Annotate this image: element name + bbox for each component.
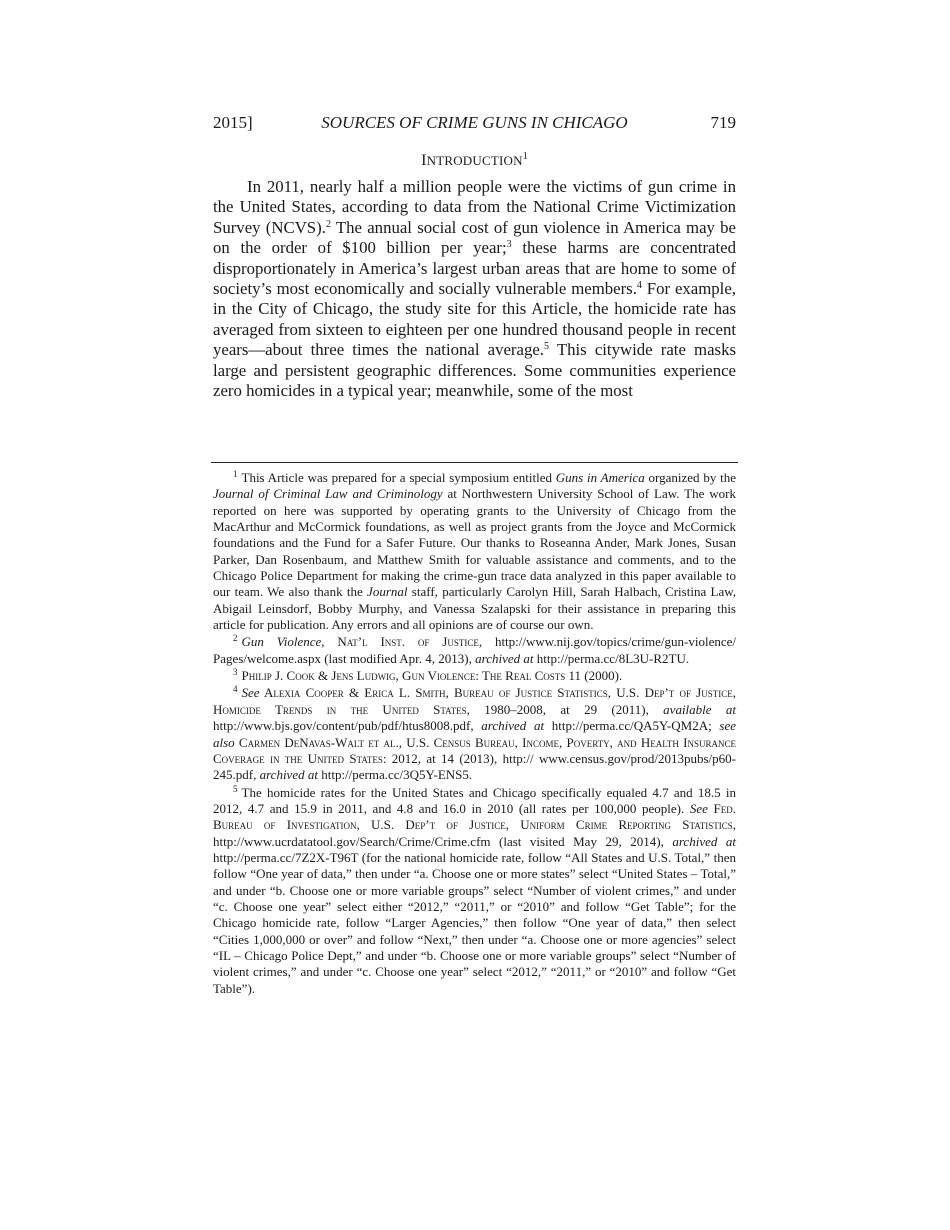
- footnote-text: : 2012, at 14 (2013), http:// www.census.gov/prod/2013pubs/p60-245.pdf,: [213, 750, 736, 783]
- footnote-text: http://perma.cc/QA5Y-QM2A;: [544, 718, 720, 734]
- footnote-italic: archived at: [672, 833, 736, 849]
- body-paragraph: [213, 177, 736, 401]
- page-number: 719: [710, 113, 736, 132]
- running-title: SOURCES OF CRIME GUNS IN CHICAGO: [321, 113, 628, 132]
- footnote-number: 4: [233, 684, 238, 695]
- footnote-ref: 4: [636, 280, 642, 292]
- footnote-4: [213, 685, 736, 783]
- footnote-number: 3: [233, 667, 238, 678]
- body-sentence: The annual social cost of gun violence in America may be on the order of $100 billion per year;: [213, 217, 736, 258]
- footnote-text: , 1980–2008, at 29 (2011),: [466, 701, 664, 717]
- body-sentence: In 2011, nearly half a million people were the victims of gun crime in the United States, according to data from the National Crime Victimization Survey (NCVS).: [213, 177, 736, 237]
- footnote-italic: Guns in America: [555, 470, 645, 485]
- body-sentence: For example, in the City of Chicago, the study site for this Article, the homicide rate has averaged from sixteen to eighteen per one hundred thousand people in recent years—about three times the national average.: [213, 279, 736, 360]
- footnote-italic: Gun Violence: [241, 634, 322, 650]
- footnote-text: , http://www.nij.gov/topics/crime/gun-violence/ Pages/welcome.aspx (last modified Apr. 4, 2013),: [213, 634, 736, 666]
- footnote-2: [213, 634, 736, 667]
- footnote-text: http://perma.cc/3Q5Y-ENS5.: [317, 767, 473, 783]
- footnote-italic: archived at: [475, 650, 534, 666]
- footnote-italic: Journal: [367, 584, 408, 600]
- heading-initial: I: [421, 152, 427, 169]
- section-heading: [213, 150, 736, 172]
- footnote-smallcaps: Fed. Bureau of Investigation, U.S. Dep’t of Justice, Uniform Crime Reporting Statistics: [213, 800, 736, 833]
- body-sentence: these harms are concentrated disproportionately in America’s largest urban areas that are home to some of society’s most economically and socially vulnerable members.: [213, 238, 736, 299]
- footnote-text: http://perma.cc/7Z2X-T96T (for the national homicide rate, follow “All States and U.S. Total,” then follow “One year of data,” then under “a. Choose one or more states” select “United States – Total,” and under “b. Choose one or more variable groups” select “Number of violent crimes,” and under “c. Choose one year” select either “2012,” “2011,” or “2010” and follow “Get Table”; for the Chicago homicide rate, follow “Larger Agencies,” then follow “One year of data,” then select “Cities 1,000,000 or over” and follow “Next,” then under “a. Choose one or more agencies” select “IL – Chicago Police Dept,” and under “b. Choose one or more variable groups” select “Number of violent crimes,” and under “c. Choose one year” select “2012,” “2011,” or “2010” and follow “Get Table”).: [213, 849, 736, 996]
- footnote-italic: archived at: [259, 767, 318, 783]
- footnote-number: 1: [233, 469, 238, 479]
- footnote-text: The homicide rates for the United States and Chicago specifically equaled 4.7 and 18.5 in 2012, 4.7 and 15.9 in 2011, and 4.8 and 16.0 in 2010 (all rates per 100,000 people).: [213, 784, 736, 816]
- footnote-divider: [211, 462, 738, 463]
- footnote-smallcaps: Nat’l Inst. of Justice: [337, 634, 479, 650]
- footnote-ref: 3: [506, 239, 512, 251]
- footnote-text: ,: [321, 634, 338, 650]
- footnote-text: organized by the: [644, 470, 736, 485]
- footnote-5: [213, 785, 736, 997]
- footnote-number: 5: [233, 783, 238, 794]
- footnotes: [213, 470, 736, 998]
- footnote-smallcaps: Carmen DeNavas-Walt et al., U.S. Census Bureau, Income, Poverty, and Health Insurance Coverage in the United States: [213, 734, 736, 766]
- footnote-italic: available at: [663, 701, 736, 717]
- footnote-3: [213, 668, 736, 684]
- body-sentence: This citywide rate masks large and persistent geographic differences. Some communities experience zero homicides in a typical year; meanwhile, some of the most: [213, 340, 736, 401]
- footnote-italic: Journal of Criminal Law and Criminology: [213, 486, 443, 502]
- footnote-ref: 5: [544, 341, 549, 353]
- footnote-ref: 2: [325, 218, 331, 230]
- volume-year: 2015]: [213, 113, 253, 132]
- footnote-text: This Article was prepared for a special symposium entitled: [241, 470, 556, 485]
- footnote-smallcaps: Philip J. Cook & Jens Ludwig, Gun Violence: The Real Costs: [241, 668, 566, 684]
- footnote-text: , http://www.ucrdatatool.gov/Search/Crime/Crime.cfm (last visited May 29, 2014),: [213, 817, 736, 849]
- footnote-text: 11 (2000).: [565, 668, 623, 684]
- footnote-italic: See: [241, 685, 260, 701]
- footnote-1: [213, 470, 736, 633]
- footnote-text: http://www.bjs.gov/content/pub/pdf/htus8008.pdf,: [213, 718, 482, 734]
- footnote-text: http://perma.cc/8L3U-R2TU.: [533, 650, 690, 666]
- footnote-italic: see also: [213, 718, 736, 750]
- heading-footnote-ref: 1: [522, 151, 528, 162]
- footnote-text: staff, particularly Carolyn Hill, Sarah Halbach, Cristina Law, Abigail Leinsdorf, Bobby Murphy, and Vanessa Szalapski for their assistance in preparing this article for publication. Any errors and all opinions are of course our own.: [213, 584, 737, 633]
- footnote-italic: See: [689, 800, 708, 816]
- footnote-number: 2: [233, 633, 238, 644]
- footnote-smallcaps: Alexia Cooper & Erica L. Smith, Bureau of Justice Statistics, U.S. Dep’t of Justice, Homicide Trends in the United States: [213, 685, 736, 717]
- running-head: [213, 111, 736, 135]
- heading-rest: NTRODUCTION: [426, 153, 523, 168]
- footnote-text: at Northwestern University School of Law. The work reported on here was supported by operating grants to the University of Chicago from the MacArthur and McCormick foundations, as well as project grants from the Joyce and McCormick foundations and the Fund for a Safer Future. Our thanks to Roseanna Ander, Mark Jones, Susan Parker, Dan Rosenbaum, and Matthew Smith for valuable assistance and comments, and to the Chicago Police Department for making the crime-gun trace data analyzed in this paper available to our team. We also thank the: [213, 486, 736, 600]
- footnote-italic: archived at: [481, 718, 545, 734]
